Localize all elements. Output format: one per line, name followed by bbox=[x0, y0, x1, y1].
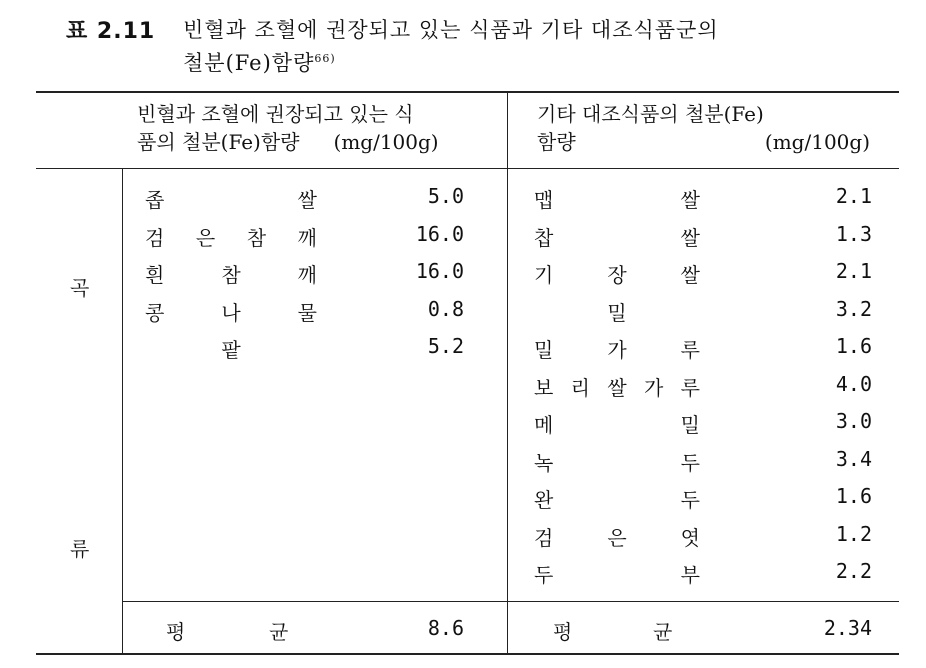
food-name-char: 밀 bbox=[607, 300, 627, 325]
food-name-char: 맵 bbox=[534, 188, 554, 212]
food-name bbox=[145, 222, 317, 251]
table-row bbox=[145, 222, 464, 250]
iron-value: 2.1 bbox=[835, 259, 872, 283]
food-name-char: 검 bbox=[145, 225, 165, 250]
right-average-label-2: 균 bbox=[653, 620, 673, 644]
iron-value: 3.4 bbox=[835, 446, 872, 471]
table-row bbox=[534, 559, 872, 587]
table-row bbox=[145, 334, 464, 362]
average-rule bbox=[122, 601, 899, 602]
category-char-1: 곡 bbox=[70, 276, 90, 300]
food-name-char: 보 bbox=[534, 375, 554, 400]
food-name-char: 쌀 bbox=[680, 263, 700, 287]
table-number: 표 2.11 bbox=[66, 19, 156, 44]
food-name-char: 장 bbox=[607, 263, 627, 287]
left-header bbox=[137, 100, 439, 156]
food-name-char: 밀 bbox=[680, 413, 700, 437]
food-name-char: 엿 bbox=[680, 525, 700, 550]
table-row bbox=[534, 222, 872, 250]
left-header-line2 bbox=[137, 128, 439, 156]
table-row bbox=[145, 259, 464, 287]
food-name-char: 루 bbox=[680, 375, 700, 400]
table-title-line1: 빈혈과 조혈에 권장되고 있는 식품과 기타 대조식품군의 bbox=[183, 18, 719, 42]
right-header-text: 함량 bbox=[537, 130, 576, 154]
food-name-char: 콩 bbox=[145, 300, 165, 325]
iron-value: 5.0 bbox=[427, 184, 464, 208]
column-divider bbox=[507, 93, 508, 653]
food-name-char: 두 bbox=[680, 450, 700, 475]
bottom-rule bbox=[36, 653, 899, 655]
right-header-unit: (mg/100g) bbox=[764, 130, 870, 154]
food-name bbox=[534, 484, 700, 513]
iron-value: 1.2 bbox=[835, 521, 872, 546]
food-name bbox=[534, 184, 700, 213]
right-header-line1: 기타 대조식품의 철분(Fe) bbox=[537, 102, 764, 126]
food-name-char: 은 bbox=[195, 225, 216, 250]
table-row bbox=[145, 184, 464, 212]
footnote-ref: 66) bbox=[314, 52, 336, 65]
iron-value: 0.8 bbox=[427, 296, 464, 321]
table-title-line2 bbox=[183, 47, 336, 77]
food-name bbox=[534, 447, 700, 476]
food-name-char: 녹 bbox=[534, 450, 554, 475]
header-rule bbox=[36, 168, 899, 169]
food-name-char: 깨 bbox=[297, 225, 317, 250]
food-name bbox=[534, 559, 700, 588]
food-name bbox=[145, 184, 317, 213]
iron-value: 1.6 bbox=[835, 484, 872, 508]
food-name-char: 루 bbox=[680, 338, 700, 362]
iron-value: 16.0 bbox=[415, 221, 464, 246]
top-rule bbox=[36, 91, 899, 93]
food-name bbox=[145, 334, 317, 363]
table-row bbox=[534, 259, 872, 287]
food-name-char: 완 bbox=[534, 488, 554, 512]
table-row bbox=[534, 297, 872, 325]
food-name-char: 물 bbox=[297, 300, 317, 325]
food-name-char: 은 bbox=[607, 525, 627, 550]
food-name-char: 가 bbox=[607, 338, 627, 362]
table-row bbox=[534, 484, 872, 512]
food-name-char: 깨 bbox=[297, 263, 317, 287]
food-name bbox=[534, 409, 700, 438]
right-average-value: 2.34 bbox=[823, 616, 872, 640]
food-name-char: 팥 bbox=[221, 338, 241, 362]
food-name bbox=[145, 297, 317, 326]
table-row bbox=[534, 334, 872, 362]
food-name bbox=[534, 222, 700, 251]
iron-value: 5.2 bbox=[427, 334, 464, 358]
food-name-char: 나 bbox=[221, 300, 241, 325]
left-header-unit: (mg/100g) bbox=[333, 130, 439, 154]
iron-value: 1.3 bbox=[835, 221, 872, 246]
left-average-label-2: 균 bbox=[269, 620, 289, 644]
table-row bbox=[534, 372, 872, 400]
food-name bbox=[534, 334, 700, 363]
left-header-text: 품의 철분(Fe)함량 bbox=[137, 130, 300, 154]
iron-value: 1.6 bbox=[835, 334, 872, 358]
iron-value: 2.1 bbox=[835, 184, 872, 208]
iron-value: 3.2 bbox=[835, 296, 872, 321]
food-name-char: 리 bbox=[570, 375, 590, 400]
table-row bbox=[534, 409, 872, 437]
right-header bbox=[525, 100, 870, 156]
food-name-char: 흰 bbox=[145, 263, 165, 287]
left-average-label-1: 평 bbox=[166, 620, 186, 644]
table-row bbox=[534, 184, 872, 212]
food-name-char: 두 bbox=[534, 563, 554, 587]
food-name-char: 참 bbox=[221, 263, 241, 287]
food-name-char: 메 bbox=[534, 413, 554, 437]
food-name bbox=[145, 259, 317, 288]
food-name-char: 기 bbox=[534, 263, 554, 287]
table-row bbox=[145, 297, 464, 325]
food-name-char: 검 bbox=[534, 525, 554, 550]
food-name-char: 참 bbox=[246, 225, 267, 250]
iron-value: 2.2 bbox=[835, 559, 872, 583]
table-row bbox=[534, 447, 872, 475]
food-name-char: 부 bbox=[680, 563, 700, 587]
food-name-char: 쌀 bbox=[680, 225, 700, 250]
food-name-char: 밀 bbox=[534, 338, 554, 362]
left-header-line1: 빈혈과 조혈에 권장되고 있는 식 bbox=[137, 102, 414, 126]
iron-value: 16.0 bbox=[415, 259, 464, 283]
food-name bbox=[534, 297, 700, 326]
food-name bbox=[534, 372, 700, 401]
table-title-text: 철분(Fe)함량 bbox=[183, 51, 315, 75]
category-char-2: 류 bbox=[70, 537, 90, 561]
iron-value: 3.0 bbox=[835, 409, 872, 433]
food-name-char: 두 bbox=[680, 488, 700, 512]
food-name-char: 좁 bbox=[145, 188, 165, 212]
food-name bbox=[534, 522, 700, 551]
right-header-line2 bbox=[537, 128, 870, 156]
right-average-label-1: 평 bbox=[553, 620, 573, 644]
food-name-char: 쌀 bbox=[297, 188, 317, 212]
food-name-char: 쌀 bbox=[607, 375, 627, 400]
table-row bbox=[534, 522, 872, 550]
category-divider bbox=[122, 169, 123, 653]
food-name-char: 가 bbox=[643, 375, 664, 400]
food-name bbox=[534, 259, 700, 288]
food-name-char: 찹 bbox=[534, 225, 554, 250]
food-name-char: 쌀 bbox=[680, 188, 700, 212]
iron-value: 4.0 bbox=[835, 371, 872, 396]
left-average-value: 8.6 bbox=[427, 616, 464, 640]
